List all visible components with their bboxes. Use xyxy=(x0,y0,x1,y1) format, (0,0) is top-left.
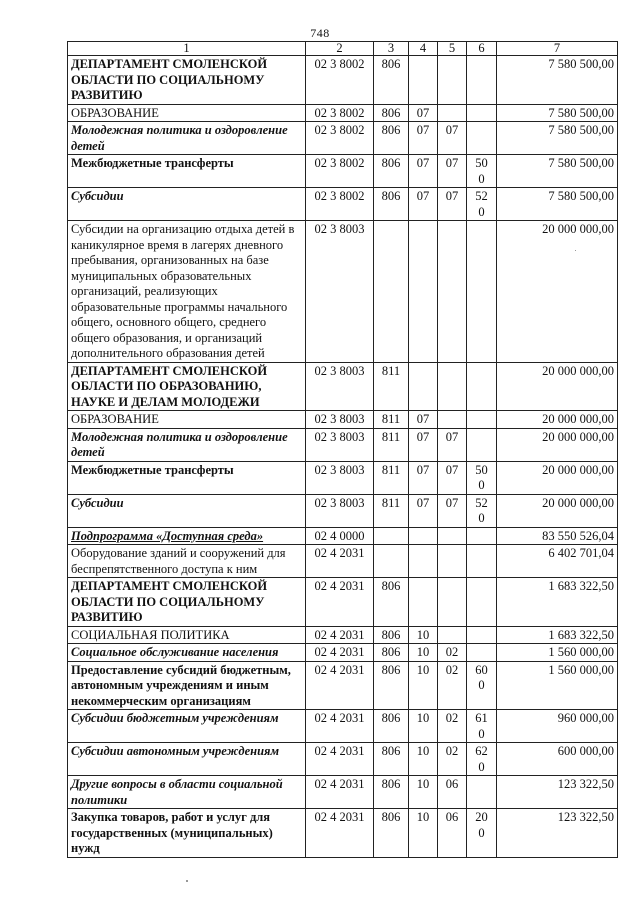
amount-cell: 20 000 000,00 xyxy=(497,428,618,461)
scan-speck xyxy=(186,880,188,882)
expense-name-cell: Субсидии xyxy=(68,188,306,221)
ministry-code-cell: 806 xyxy=(374,155,409,188)
expense-type-cell xyxy=(467,411,497,429)
table-row xyxy=(68,710,618,743)
target-article-cell: 02 3 8002 xyxy=(306,155,374,188)
subsection-cell xyxy=(438,221,467,363)
table-row xyxy=(68,104,618,122)
expense-name-cell: Подпрограмма «Доступная среда» xyxy=(68,527,306,545)
column-header: 4 xyxy=(409,42,438,56)
expense-type-cell: 500 xyxy=(467,155,497,188)
section-cell: 10 xyxy=(409,644,438,662)
target-article-cell: 02 3 8003 xyxy=(306,362,374,411)
target-article-cell: 02 4 2031 xyxy=(306,661,374,710)
amount-cell: 7 580 500,00 xyxy=(497,188,618,221)
expense-type-cell xyxy=(467,362,497,411)
ministry-code-cell: 806 xyxy=(374,743,409,776)
section-cell: 10 xyxy=(409,809,438,858)
subsection-cell: 06 xyxy=(438,776,467,809)
expense-name-cell: Другие вопросы в области социальной политики xyxy=(68,776,306,809)
section-cell xyxy=(409,545,438,578)
section-cell: 07 xyxy=(409,104,438,122)
table-row xyxy=(68,428,618,461)
subsection-cell xyxy=(438,545,467,578)
amount-cell: 20 000 000,00 xyxy=(497,362,618,411)
table-row xyxy=(68,809,618,858)
column-header: 7 xyxy=(497,42,618,56)
subsection-cell: 07 xyxy=(438,461,467,494)
expense-name-cell: Закупка товаров, работ и услуг для государственных (муниципальных) нужд xyxy=(68,809,306,858)
amount-cell: 1 683 322,50 xyxy=(497,578,618,627)
ministry-code-cell xyxy=(374,545,409,578)
ministry-code-cell: 806 xyxy=(374,578,409,627)
section-cell xyxy=(409,578,438,627)
expense-type-cell xyxy=(467,545,497,578)
scan-speck xyxy=(575,250,576,251)
table-row xyxy=(68,545,618,578)
expense-type-cell: 620 xyxy=(467,743,497,776)
ministry-code-cell xyxy=(374,221,409,363)
ministry-code-cell: 806 xyxy=(374,776,409,809)
ministry-code-cell: 806 xyxy=(374,188,409,221)
column-header: 2 xyxy=(306,42,374,56)
ministry-code-cell: 811 xyxy=(374,461,409,494)
subsection-cell: 06 xyxy=(438,809,467,858)
amount-cell: 83 550 526,04 xyxy=(497,527,618,545)
table-row xyxy=(68,626,618,644)
amount-cell: 1 560 000,00 xyxy=(497,644,618,662)
section-cell: 10 xyxy=(409,776,438,809)
section-cell xyxy=(409,56,438,105)
subsection-cell xyxy=(438,362,467,411)
table-row xyxy=(68,411,618,429)
target-article-cell: 02 4 2031 xyxy=(306,743,374,776)
target-article-cell: 02 4 2031 xyxy=(306,809,374,858)
expense-type-cell xyxy=(467,104,497,122)
target-article-cell: 02 4 0000 xyxy=(306,527,374,545)
ministry-code-cell: 811 xyxy=(374,428,409,461)
subsection-cell: 07 xyxy=(438,155,467,188)
table-header-row xyxy=(68,42,618,56)
subsection-cell: 07 xyxy=(438,428,467,461)
section-cell: 07 xyxy=(409,494,438,527)
expense-type-cell: 520 xyxy=(467,188,497,221)
target-article-cell: 02 4 2031 xyxy=(306,776,374,809)
target-article-cell: 02 3 8003 xyxy=(306,221,374,363)
expense-type-cell: 500 xyxy=(467,461,497,494)
expense-name-cell: ОБРАЗОВАНИЕ xyxy=(68,104,306,122)
ministry-code-cell: 806 xyxy=(374,644,409,662)
expense-type-cell xyxy=(467,644,497,662)
section-cell: 10 xyxy=(409,743,438,776)
expense-name-cell: Предоставление субсидий бюджетным, автономным учреждениям и иным некоммерческим организациям xyxy=(68,661,306,710)
subsection-cell: 02 xyxy=(438,661,467,710)
expense-name-cell: ДЕПАРТАМЕНТ СМОЛЕНСКОЙ ОБЛАСТИ ПО ОБРАЗОВАНИЮ, НАУКЕ И ДЕЛАМ МОЛОДЕЖИ xyxy=(68,362,306,411)
expense-name-cell: Молодежная политика и оздоровление детей xyxy=(68,428,306,461)
target-article-cell: 02 4 2031 xyxy=(306,710,374,743)
expense-name-cell: Субсидии автономным учреждениям xyxy=(68,743,306,776)
subsection-cell: 02 xyxy=(438,644,467,662)
subsection-cell xyxy=(438,56,467,105)
expense-type-cell: 610 xyxy=(467,710,497,743)
section-cell: 07 xyxy=(409,461,438,494)
table-row xyxy=(68,494,618,527)
section-cell: 10 xyxy=(409,661,438,710)
ministry-code-cell: 806 xyxy=(374,809,409,858)
amount-cell: 20 000 000,00 xyxy=(497,461,618,494)
section-cell xyxy=(409,362,438,411)
subsection-cell: 07 xyxy=(438,494,467,527)
page-number: 748 xyxy=(310,26,330,40)
section-cell: 10 xyxy=(409,710,438,743)
expense-name-cell: Молодежная политика и оздоровление детей xyxy=(68,122,306,155)
amount-cell: 1 683 322,50 xyxy=(497,626,618,644)
section-cell: 10 xyxy=(409,626,438,644)
expense-name-cell: Межбюджетные трансферты xyxy=(68,461,306,494)
subsection-cell xyxy=(438,104,467,122)
target-article-cell: 02 3 8003 xyxy=(306,411,374,429)
target-article-cell: 02 4 2031 xyxy=(306,626,374,644)
ministry-code-cell: 811 xyxy=(374,494,409,527)
amount-cell: 1 560 000,00 xyxy=(497,661,618,710)
table-row xyxy=(68,527,618,545)
subsection-cell: 07 xyxy=(438,188,467,221)
section-cell: 07 xyxy=(409,188,438,221)
expense-type-cell xyxy=(467,428,497,461)
expense-type-cell xyxy=(467,776,497,809)
target-article-cell: 02 3 8002 xyxy=(306,122,374,155)
subsection-cell: 02 xyxy=(438,710,467,743)
table-row xyxy=(68,578,618,627)
column-header: 1 xyxy=(68,42,306,56)
expense-type-cell: 200 xyxy=(467,809,497,858)
column-header: 5 xyxy=(438,42,467,56)
subsection-cell: 02 xyxy=(438,743,467,776)
ministry-code-cell: 811 xyxy=(374,362,409,411)
expense-name-cell: СОЦИАЛЬНАЯ ПОЛИТИКА xyxy=(68,626,306,644)
column-header: 6 xyxy=(467,42,497,56)
amount-cell: 20 000 000,00 xyxy=(497,411,618,429)
expense-name-cell: Межбюджетные трансферты xyxy=(68,155,306,188)
expense-type-cell xyxy=(467,221,497,363)
amount-cell: 7 580 500,00 xyxy=(497,122,618,155)
amount-cell: 7 580 500,00 xyxy=(497,56,618,105)
table-row xyxy=(68,644,618,662)
section-cell xyxy=(409,527,438,545)
target-article-cell: 02 3 8002 xyxy=(306,56,374,105)
target-article-cell: 02 3 8003 xyxy=(306,428,374,461)
amount-cell: 960 000,00 xyxy=(497,710,618,743)
subsection-cell xyxy=(438,527,467,545)
amount-cell: 123 322,50 xyxy=(497,776,618,809)
budget-table xyxy=(67,41,618,858)
target-article-cell: 02 4 2031 xyxy=(306,545,374,578)
expense-name-cell: Оборудование зданий и сооружений для беспрепятственного доступа к ним xyxy=(68,545,306,578)
table-row xyxy=(68,188,618,221)
target-article-cell: 02 3 8003 xyxy=(306,494,374,527)
column-header: 3 xyxy=(374,42,409,56)
expense-name-cell: Субсидии xyxy=(68,494,306,527)
target-article-cell: 02 4 2031 xyxy=(306,644,374,662)
amount-cell: 20 000 000,00 xyxy=(497,221,618,363)
target-article-cell: 02 3 8003 xyxy=(306,461,374,494)
expense-type-cell xyxy=(467,527,497,545)
subsection-cell: 07 xyxy=(438,122,467,155)
ministry-code-cell: 811 xyxy=(374,411,409,429)
table-row xyxy=(68,661,618,710)
expense-name-cell: ОБРАЗОВАНИЕ xyxy=(68,411,306,429)
expense-type-cell: 520 xyxy=(467,494,497,527)
expense-name-cell: ДЕПАРТАМЕНТ СМОЛЕНСКОЙ ОБЛАСТИ ПО СОЦИАЛЬНОМУ РАЗВИТИЮ xyxy=(68,578,306,627)
amount-cell: 20 000 000,00 xyxy=(497,494,618,527)
amount-cell: 600 000,00 xyxy=(497,743,618,776)
expense-type-cell: 600 xyxy=(467,661,497,710)
subsection-cell xyxy=(438,578,467,627)
amount-cell: 7 580 500,00 xyxy=(497,104,618,122)
table-row xyxy=(68,743,618,776)
table-row xyxy=(68,221,618,363)
table-row xyxy=(68,776,618,809)
section-cell: 07 xyxy=(409,155,438,188)
ministry-code-cell: 806 xyxy=(374,626,409,644)
target-article-cell: 02 3 8002 xyxy=(306,188,374,221)
expense-type-cell xyxy=(467,56,497,105)
section-cell: 07 xyxy=(409,122,438,155)
table-row xyxy=(68,155,618,188)
ministry-code-cell xyxy=(374,527,409,545)
table-row xyxy=(68,56,618,105)
amount-cell: 6 402 701,04 xyxy=(497,545,618,578)
subsection-cell xyxy=(438,411,467,429)
section-cell: 07 xyxy=(409,411,438,429)
amount-cell: 7 580 500,00 xyxy=(497,155,618,188)
section-cell: 07 xyxy=(409,428,438,461)
ministry-code-cell: 806 xyxy=(374,661,409,710)
ministry-code-cell: 806 xyxy=(374,122,409,155)
expense-name-cell: Социальное обслуживание населения xyxy=(68,644,306,662)
table-row xyxy=(68,362,618,411)
target-article-cell: 02 4 2031 xyxy=(306,578,374,627)
target-article-cell: 02 3 8002 xyxy=(306,104,374,122)
expense-name-cell: Субсидии бюджетным учреждениям xyxy=(68,710,306,743)
expense-type-cell xyxy=(467,578,497,627)
expense-type-cell xyxy=(467,122,497,155)
section-cell xyxy=(409,221,438,363)
expense-name-cell: ДЕПАРТАМЕНТ СМОЛЕНСКОЙ ОБЛАСТИ ПО СОЦИАЛЬНОМУ РАЗВИТИЮ xyxy=(68,56,306,105)
table-row xyxy=(68,122,618,155)
ministry-code-cell: 806 xyxy=(374,56,409,105)
ministry-code-cell: 806 xyxy=(374,104,409,122)
expense-type-cell xyxy=(467,626,497,644)
table-row xyxy=(68,461,618,494)
amount-cell: 123 322,50 xyxy=(497,809,618,858)
subsection-cell xyxy=(438,626,467,644)
expense-name-cell: Субсидии на организацию отдыха детей в каникулярное время в лагерях дневного пребывания, организованных на базе муниципальных образовательных организаций, реализующих образовательные программы начального общего, основного общего, среднего общего образования, и организаций дополнительного образования детей xyxy=(68,221,306,363)
ministry-code-cell: 806 xyxy=(374,710,409,743)
